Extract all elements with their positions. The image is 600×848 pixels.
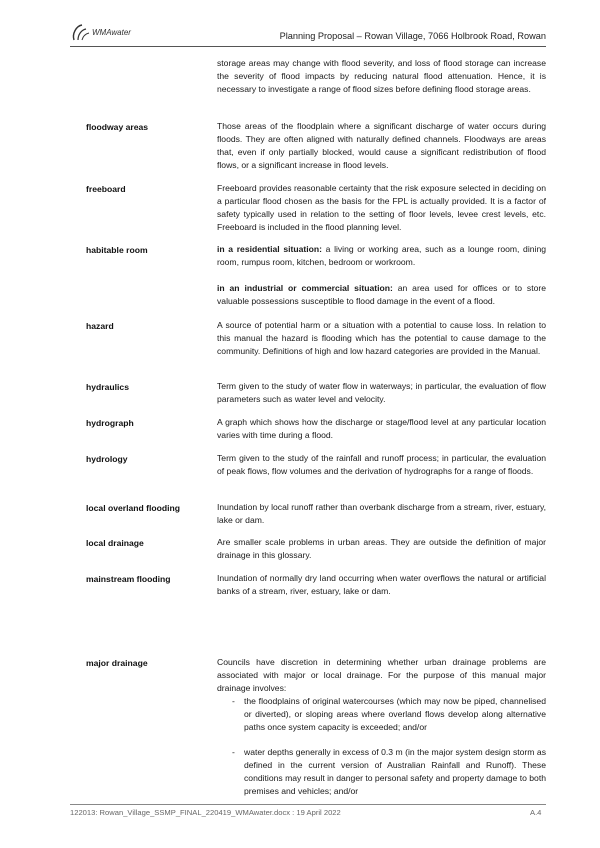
definition-local-drainage: Are smaller scale problems in urban areas. They are outside the definition of major drainage in this glossary. <box>217 537 546 560</box>
term-major-drainage: major drainage <box>86 658 148 668</box>
definition-habitable-industrial <box>217 282 546 308</box>
storage-continuation: storage areas may change with flood severity, and loss of flood storage can increase the severity of flood impacts by reducing natural flood attenuation. Hence, it is necessary to investigate a range of flood sizes before defining flood storage areas. <box>217 58 546 94</box>
major-drainage-bullet-2 <box>232 746 546 798</box>
bullet-dash: - <box>232 696 235 706</box>
definition-hydrograph: A graph which shows how the discharge or stage/flood level at any particular location varies with time during a flood. <box>217 417 546 440</box>
term-hydrograph: hydrograph <box>86 418 134 428</box>
logo-text: WMAwater <box>92 28 131 37</box>
footer-divider <box>70 804 546 805</box>
definition-local-overland-flooding: Inundation by local runoff rather than overbank discharge from a stream, river, estuary, lake or dam. <box>217 502 546 525</box>
footer-page-number: A.4 <box>530 808 542 817</box>
definition-hydraulics: Term given to the study of water flow in waterways; in particular, the evaluation of flow parameters such as water level and velocity. <box>217 381 546 404</box>
term-hydraulics: hydraulics <box>86 382 129 392</box>
industrial-label: in an industrial or commercial situation: <box>217 283 393 293</box>
term-habitable-room: habitable room <box>86 245 148 255</box>
page-header <box>70 20 546 47</box>
term-freeboard: freeboard <box>86 184 126 194</box>
header-title: Planning Proposal – Rowan Village, 7066 Holbrook Road, Rowan <box>279 31 546 41</box>
bullet-dash: - <box>232 747 235 757</box>
wmawater-logo <box>70 22 150 44</box>
residential-text: a living or working area, such as a lounge room, dining room, rumpus room, kitchen, bedroom or workroom. <box>217 244 546 267</box>
term-mainstream-flooding: mainstream flooding <box>86 574 171 584</box>
definition-hazard: A source of potential harm or a situation with a potential to cause loss. In relation to this manual the hazard is flooding which has the potential to cause damage to the community. Definitions of high and low hazard categories are provided in the Manual. <box>217 320 546 356</box>
term-floodway-areas: floodway areas <box>86 122 149 132</box>
industrial-text: an area used for offices or to store valuable possessions susceptible to flood damage in the event of a flood. <box>217 283 547 306</box>
definition-freeboard: Freeboard provides reasonable certainty that the risk exposure selected in deciding on a particular flood chosen as the basis for the FPL is actually provided. It is a factor of safety typically used in relation to the setting of floor levels, levee crest levels, etc. Freeboard is included in the flood planning level. <box>217 183 546 232</box>
wave-logo-icon <box>70 22 92 44</box>
definition-habitable-residential <box>217 243 546 269</box>
term-local-overland-flooding: local overland flooding <box>86 503 181 513</box>
term-hazard: hazard <box>86 321 114 331</box>
term-local-drainage: local drainage <box>86 538 144 548</box>
bullet-1-text: the floodplains of original watercourses (which may now be piped, channelised or diverted), or sloping areas where overland flows develop along alternative paths once system capacity is exceeded; and/or <box>244 696 546 732</box>
definition-floodway-areas: Those areas of the floodplain where a significant discharge of water occurs during floods. They are often aligned with naturally defined channels. Floodways are areas that, even if only partially blocked, would cause a significant redistribution of flood flows, or a significant increase in flood levels. <box>217 121 546 170</box>
major-drainage-bullet-1 <box>232 695 546 734</box>
term-hydrology: hydrology <box>86 454 128 464</box>
footer-document-ref: 122013: Rowan_Village_SSMP_FINAL_220419_WMAwater.docx : 19 April 2022 <box>70 808 341 817</box>
definition-major-drainage: Councils have discretion in determining whether urban drainage problems are associated with major or local drainage. For the purpose of this manual major drainage involves: <box>217 657 546 693</box>
residential-label: in a residential situation: <box>217 244 322 254</box>
definition-hydrology: Term given to the study of the rainfall and runoff process; in particular, the evaluation of peak flows, flow volumes and the derivation of hydrographs for a range of floods. <box>217 453 546 476</box>
definition-mainstream-flooding: Inundation of normally dry land occurring when water overflows the natural or artificial banks of a stream, river, estuary, lake or dam. <box>217 573 546 596</box>
bullet-2-text: water depths generally in excess of 0.3 m (in the major system design storm as defined in the current version of Australian Rainfall and Runoff). These conditions may result in danger to personal safety and property damage to both premises and vehicles; and/or <box>244 747 546 796</box>
